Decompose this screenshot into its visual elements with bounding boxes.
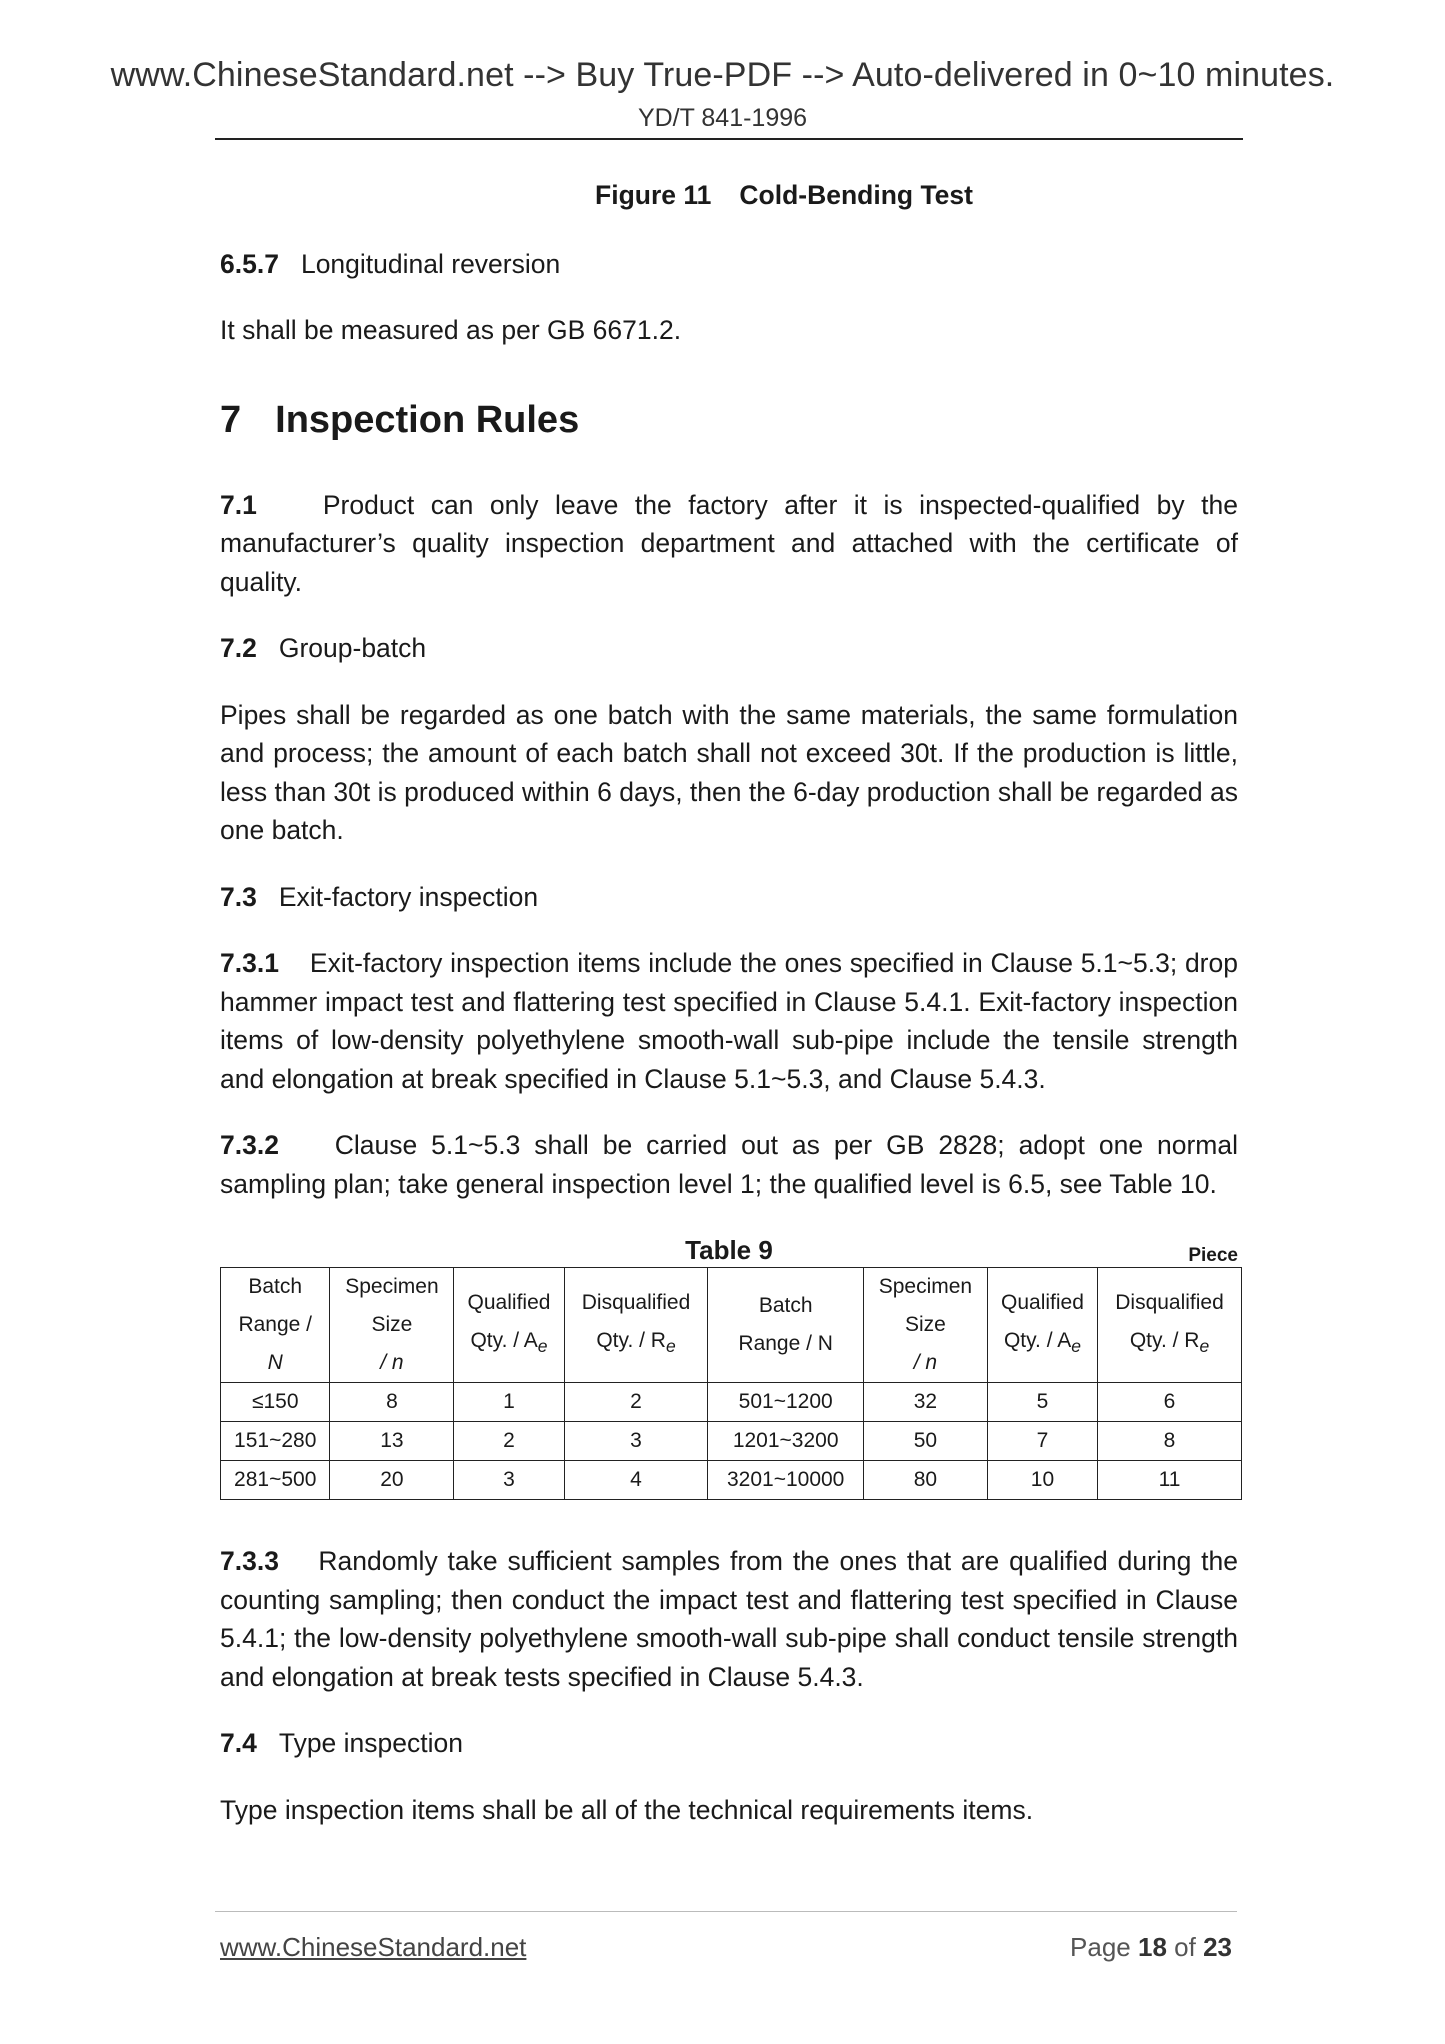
header-disqualified-qty: Disqualified Qty. / $R_e$ xyxy=(564,1268,708,1383)
section-7-1 xyxy=(220,486,1238,602)
table-title: Table 9 xyxy=(685,1235,773,1265)
section-number: 7.3.2 xyxy=(220,1130,279,1160)
section-6-5-7-body: It shall be measured as per GB 6671.2. xyxy=(220,315,682,345)
table-row xyxy=(221,1383,1242,1422)
table-cell: 3201~10000 xyxy=(708,1461,863,1500)
table-cell: 2 xyxy=(564,1383,708,1422)
footer-website-link[interactable]: www.ChineseStandard.net xyxy=(220,1932,527,1962)
chapter-title: Inspection Rules xyxy=(275,398,580,441)
table-cell: 2 xyxy=(454,1422,564,1461)
table-unit: Piece xyxy=(1188,1245,1238,1266)
chapter-number: 7 xyxy=(220,398,242,441)
header-divider xyxy=(215,138,1243,140)
table-9-title-row xyxy=(220,1231,1238,1267)
table-cell: 3 xyxy=(454,1461,564,1500)
page-number: Page 18 of 23 xyxy=(1070,1932,1232,1962)
total-pages: 23 xyxy=(1203,1932,1232,1962)
section-title: Exit-factory inspection xyxy=(278,881,539,912)
section-7-4-body: Type inspection items shall be all of the technical requirements items. xyxy=(220,1794,1034,1825)
figure-title: Cold-Bending Test xyxy=(739,180,973,210)
section-title: Type inspection xyxy=(278,1728,463,1758)
header-specimen-size-2: Specimen Size / n xyxy=(863,1268,987,1383)
table-cell: 4 xyxy=(564,1461,708,1500)
current-page: 18 xyxy=(1138,1932,1167,1962)
section-number: 6.5.7 xyxy=(220,248,279,279)
section-6-5-7-heading xyxy=(220,245,1238,284)
section-body: Clause 5.1~5.3 shall be carried out as per GB 2828; adopt one normal sampling plan; take general inspection level 1; the qualified level is 6.5, see Table 10. xyxy=(220,1130,1238,1199)
section-body: Exit-factory inspection items include the ones specified in Clause 5.1~5.3; drop hammer impact test and flattering test specified in Clause 5.4.1. Exit-factory inspection items of low-density polyethylene smooth-wall sub-pipe include the tensile strength and elongation at break specified in Clause 5.1~5.3, and Clause 5.4.3. xyxy=(220,948,1238,1094)
section-7-3-2 xyxy=(220,1126,1238,1203)
table-header-row xyxy=(221,1268,1242,1383)
table-row xyxy=(221,1422,1242,1461)
table-cell: 8 xyxy=(330,1383,454,1422)
table-cell: 13 xyxy=(330,1422,454,1461)
footer-divider xyxy=(215,1911,1237,1912)
header-qualified-qty-2: Qualified Qty. / $A_e$ xyxy=(987,1268,1097,1383)
table-cell: 32 xyxy=(863,1383,987,1422)
section-7-3-heading xyxy=(220,878,1238,917)
table-cell: 80 xyxy=(863,1461,987,1500)
section-number: 7.3.1 xyxy=(220,948,279,978)
figure-number: Figure 11 xyxy=(595,180,712,210)
table-cell: 10 xyxy=(987,1461,1097,1500)
figure-caption xyxy=(330,176,1238,215)
table-cell: 3 xyxy=(564,1422,708,1461)
table-cell: 7 xyxy=(987,1422,1097,1461)
table-cell: 501~1200 xyxy=(708,1383,863,1422)
table-cell: 6 xyxy=(1098,1383,1242,1422)
header-batch-range: Batch Range / N xyxy=(221,1268,330,1383)
section-title: Group-batch xyxy=(278,633,427,663)
section-body: Randomly take sufficient samples from the ones that are qualified during the counting sampling; then conduct the impact test and flattering test specified in Clause 5.4.1; the low-density polyethylene smooth-wall sub-pipe shall conduct tensile strength and elongation at break tests specified in Clause 5.4.3. xyxy=(220,1546,1238,1692)
document-id: YD/T 841-1996 xyxy=(637,104,808,132)
page-content xyxy=(220,176,1238,1857)
section-7-3-1 xyxy=(220,944,1238,1098)
table-cell: 281~500 xyxy=(221,1461,330,1500)
table-9 xyxy=(220,1267,1242,1500)
section-number: 7.3.3 xyxy=(220,1546,279,1576)
section-body: Product can only leave the factory after it is inspected-qualified by the manufacturer’s quality inspection department and attached with the certificate of quality. xyxy=(220,489,1238,597)
header-specimen-size: Specimen Size / n xyxy=(330,1268,454,1383)
header-qualified-qty: Qualified Qty. / $A_e$ xyxy=(454,1268,564,1383)
section-7-4-heading xyxy=(220,1724,1238,1763)
section-number: 7.1 xyxy=(220,489,257,520)
table-cell: 151~280 xyxy=(221,1422,330,1461)
section-7-2-body: Pipes shall be regarded as one batch with the same materials, the same formulation and process; the amount of each batch shall not exceed 30t. If the production is little, less than 30t is produced within 6 days, then the 6-day production shall be regarded as one batch. xyxy=(220,699,1238,845)
table-cell: 8 xyxy=(1098,1422,1242,1461)
section-title: Longitudinal reversion xyxy=(300,248,561,279)
section-7-3-3 xyxy=(220,1542,1238,1696)
section-number: 7.4 xyxy=(220,1728,257,1758)
table-cell: 1201~3200 xyxy=(708,1422,863,1461)
table-cell: 1 xyxy=(454,1383,564,1422)
header-banner: www.ChineseStandard.net --> Buy True-PDF --> Auto-delivered in 0~10 minutes. xyxy=(110,56,1335,94)
section-7-2-heading xyxy=(220,629,1238,668)
table-cell: 20 xyxy=(330,1461,454,1500)
table-cell: 50 xyxy=(863,1422,987,1461)
table-row xyxy=(221,1461,1242,1500)
table-cell: ≤150 xyxy=(221,1383,330,1422)
section-number: 7.3 xyxy=(220,881,257,912)
chapter-heading xyxy=(220,396,1238,444)
table-cell: 11 xyxy=(1098,1461,1242,1500)
section-number: 7.2 xyxy=(220,633,257,663)
table-cell: 5 xyxy=(987,1383,1097,1422)
header-batch-range-2: Batch Range / N xyxy=(708,1268,863,1383)
header-disqualified-qty-2: Disqualified Qty. / $R_e$ xyxy=(1098,1268,1242,1383)
